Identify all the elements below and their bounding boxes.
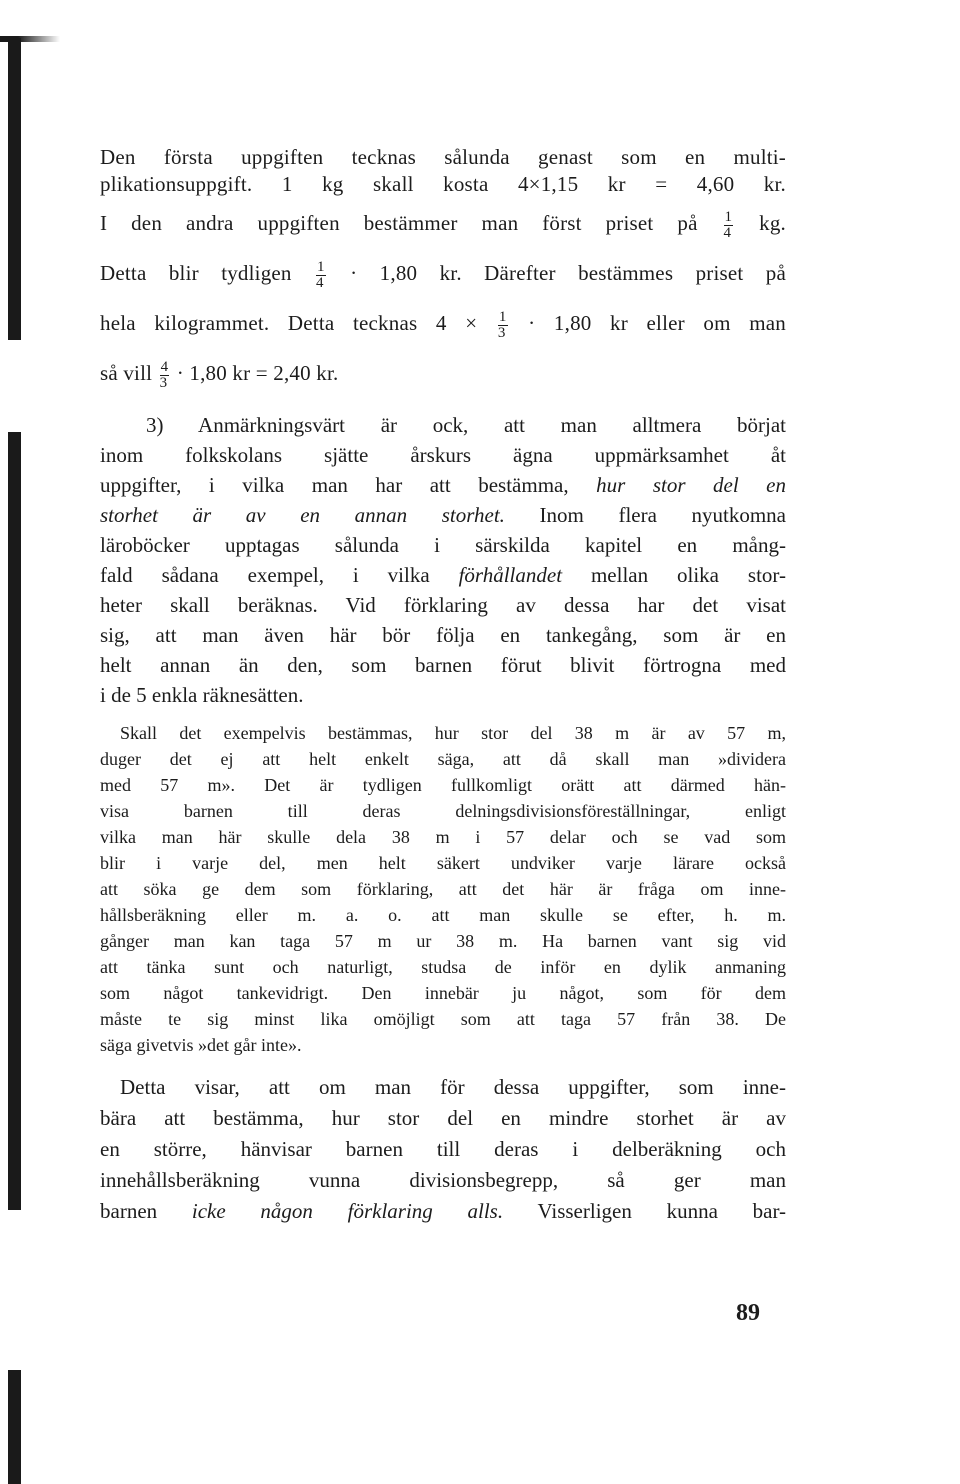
paragraph-multiplication <box>100 144 786 398</box>
text-line: visa barnen till deras delningsdivisionsföreställningar, enligt <box>100 801 786 821</box>
text-line: blir i varje del, men helt säkert undviker varje lärare också <box>100 853 786 873</box>
text-line: säga givetvis »det går inte». <box>100 1035 302 1055</box>
text-line: Den första uppgiften tecknas sålunda genast som en multi- <box>100 145 786 169</box>
text-segment: I den andra uppgiften bestämmer man först priset på <box>100 211 698 235</box>
text-segment: mellan olika stor- <box>590 563 786 587</box>
fraction-numerator: 1 <box>498 308 507 325</box>
scan-edge-gap <box>8 340 21 432</box>
fraction-numerator: 1 <box>317 258 325 275</box>
text-line: inom folkskolans sjätte årskurs ägna uppmärksamhet åt <box>100 443 786 467</box>
text-segment: · 1,80 kr. Därefter bestämmes priset på <box>350 261 787 285</box>
text-line <box>100 560 786 590</box>
emphasis-text: hur stor del en <box>596 473 787 497</box>
text-line <box>100 248 786 298</box>
text-segment: hela kilogrammet. Detta tecknas 4 × <box>100 311 478 335</box>
text-segment: fald sådana exempel, i vilka <box>100 563 430 587</box>
text-line: duger det ej att helt enkelt säga, att då skall man »dividera <box>100 749 786 769</box>
text-line <box>100 298 786 348</box>
fraction <box>498 310 508 341</box>
text-line: vilka man här skulle dela 38 m i 57 delar och se vad som <box>100 827 786 847</box>
text-segment: · 1,80 kr eller om man <box>528 311 786 335</box>
paragraph-ratio-problems <box>100 410 786 710</box>
text-line: heter skall beräknas. Vid förklaring av dessa har det visat <box>100 593 786 617</box>
text-line: att tänka sunt och naturligt, studsa de inför en dylik anmaning <box>100 957 786 977</box>
emphasis-text: icke någon förklaring alls. <box>191 1199 504 1223</box>
text-segment: kg. <box>759 211 787 235</box>
scan-corner-mark <box>0 36 60 42</box>
fraction <box>724 210 734 241</box>
emphasis-text: förhållandet <box>458 563 563 587</box>
text-line: hållsberäkning eller m. a. o. att man skulle se efter, h. m. <box>100 905 786 925</box>
book-page <box>100 144 786 1227</box>
text-segment: Detta blir tydligen <box>100 261 292 285</box>
text-line: bära att bestämma, hur stor del en mindre storhet är av <box>100 1106 786 1130</box>
text-line: innehållsberäkning vunna divisionsbegrepp, så ger man <box>100 1168 786 1192</box>
fraction-denominator: 4 <box>723 224 732 241</box>
text-line: i de 5 enkla räknesätten. <box>100 683 304 707</box>
text-line <box>100 500 786 530</box>
text-line <box>100 348 786 398</box>
emphasis-text: storhet är av en annan storhet. <box>100 503 505 527</box>
fraction <box>160 360 170 391</box>
text-line: Detta visar, att om man för dessa uppgifter, som inne- <box>120 1075 786 1099</box>
text-line: en större, hänvisar barnen till deras i delberäkning och <box>100 1137 786 1161</box>
fraction-denominator: 3 <box>497 324 506 341</box>
fraction-denominator: 3 <box>159 374 168 391</box>
text-segment: Visserligen kunna bar- <box>537 1199 787 1223</box>
text-line <box>100 470 786 500</box>
paragraph-example <box>100 720 786 1058</box>
text-line: Skall det exempelvis bestämmas, hur stor del 38 m är av 57 m, <box>120 723 786 743</box>
fraction-denominator: 4 <box>316 274 324 291</box>
fraction <box>316 260 326 291</box>
page-number: 89 <box>736 1300 760 1326</box>
fraction-numerator: 4 <box>160 358 169 375</box>
text-segment: uppgifter, i vilka man har att bestämma, <box>100 473 569 497</box>
text-line: sig, att man även här bör följa en tankegång, som är en <box>100 623 786 647</box>
text-segment: Inom flera nyutkomna <box>539 503 786 527</box>
text-line: läroböcker upptagas sålunda i särskilda kapitel en mång- <box>100 533 786 557</box>
text-line: att söka ge dem som förklaring, att det här är fråga om inne- <box>100 879 786 899</box>
text-line: måste te sig minst lika omöjligt som att taga 57 från 38. De <box>100 1009 786 1029</box>
text-segment: så vill <box>100 361 153 385</box>
text-segment: · 1,80 kr = 2,40 kr. <box>176 361 339 385</box>
text-segment: barnen <box>100 1199 158 1223</box>
fraction-numerator: 1 <box>724 208 733 225</box>
text-line: helt annan än den, som barnen förut blivit förtrogna med <box>100 653 786 677</box>
text-line: 3) Anmärkningsvärt är ock, att man alltmera börjat <box>146 413 786 437</box>
scan-edge-gap <box>8 1210 21 1370</box>
text-line <box>100 1196 786 1227</box>
text-line: plikationsuppgift. 1 kg skall kosta 4×1,15 kr = 4,60 kr. <box>100 172 786 196</box>
text-line: gånger man kan taga 57 m ur 38 m. Ha barnen vant sig vid <box>100 931 786 951</box>
paragraph-conclusion <box>100 1072 786 1227</box>
text-line <box>100 198 786 248</box>
text-line: som något tankevidrigt. Den innebär ju något, som för dem <box>100 983 786 1003</box>
text-line: med 57 m». Det är tydligen fullkomligt orätt att därmed hän- <box>100 775 786 795</box>
